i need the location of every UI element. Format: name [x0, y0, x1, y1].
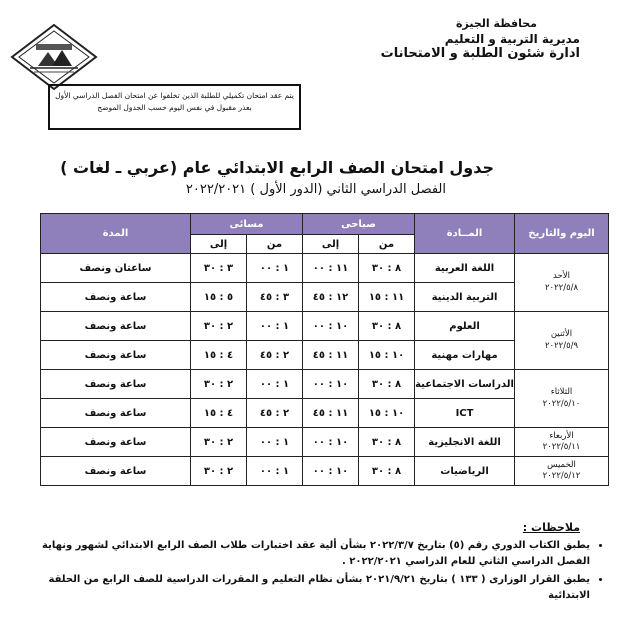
header-morning: صباحى — [303, 214, 415, 235]
giza-governorate-logo — [8, 22, 100, 92]
table-row — [41, 428, 609, 457]
exam-schedule-table — [40, 213, 609, 486]
day-name: الخميس — [547, 459, 576, 470]
morning-to-cell: ١١ : ٤٥ — [303, 399, 359, 428]
day-name: الأربعاء — [549, 430, 574, 441]
subject-cell: الرياضيات — [415, 457, 515, 486]
day-date: ٢٠٢٢/٥/١٢ — [542, 471, 581, 481]
day-cell — [515, 370, 609, 428]
header-evening-from: من — [247, 235, 303, 254]
evening-to-cell: ٤ : ١٥ — [191, 341, 247, 370]
subject-cell: الدراسات الاجتماعية — [415, 370, 515, 399]
table-row — [41, 312, 609, 341]
day-name: الثلاثاء — [550, 387, 573, 398]
subject-cell: ICT — [415, 399, 515, 428]
header-morning-from: من — [359, 235, 415, 254]
table-row — [41, 370, 609, 399]
duration-cell: ساعتان ونصف — [41, 254, 191, 283]
evening-from-cell: ١ : ٠٠ — [247, 312, 303, 341]
day-cell — [515, 428, 609, 457]
duration-cell: ساعة ونصف — [41, 399, 191, 428]
evening-to-cell: ٣ : ٣٠ — [191, 254, 247, 283]
notes-heading: ملاحظات : — [522, 521, 580, 534]
directorate-name: مديرية التربية و التعليم — [444, 32, 580, 46]
notice-box — [48, 84, 301, 130]
evening-from-cell: ١ : ٠٠ — [247, 370, 303, 399]
morning-to-cell: ١١ : ٤٥ — [303, 341, 359, 370]
morning-to-cell: ١٠ : ٠٠ — [303, 457, 359, 486]
subject-cell: مهارات مهنية — [415, 341, 515, 370]
morning-to-cell: ١٠ : ٠٠ — [303, 428, 359, 457]
day-name: الأثنين — [550, 329, 573, 340]
evening-to-cell: ٢ : ٣٠ — [191, 457, 247, 486]
evening-from-cell: ٣ : ٤٥ — [247, 283, 303, 312]
evening-from-cell: ٢ : ٤٥ — [247, 399, 303, 428]
duration-cell: ساعة ونصف — [41, 370, 191, 399]
header-duration: المدة — [41, 214, 191, 254]
duration-cell: ساعة ونصف — [41, 428, 191, 457]
header-subject: المــادة — [415, 214, 515, 254]
table-row — [41, 457, 609, 486]
note-item: • يطبق الكتاب الدوري رقم (٥) بتاريخ ٢٠٢٢/٣/٧ بشأن ألية عقد اختبارات طلاب الصف الرابع الابتدائي لشهور ونهاية الفصل الدراسي الثاني للعام الدراسي ٢٠٢٢/٢٠٢١ . — [36, 538, 590, 569]
day-cell — [515, 457, 609, 486]
evening-to-cell: ٢ : ٣٠ — [191, 312, 247, 341]
evening-from-cell: ٢ : ٤٥ — [247, 341, 303, 370]
morning-to-cell: ١٠ : ٠٠ — [303, 370, 359, 399]
morning-to-cell: ١٢ : ٤٥ — [303, 283, 359, 312]
header-day-date: اليوم والتاريخ — [515, 214, 609, 254]
morning-to-cell: ١١ : ٠٠ — [303, 254, 359, 283]
morning-from-cell: ٨ : ٣٠ — [359, 428, 415, 457]
table-row — [41, 254, 609, 283]
evening-from-cell: ١ : ٠٠ — [247, 457, 303, 486]
morning-from-cell: ٨ : ٣٠ — [359, 457, 415, 486]
subject-cell: اللغة الانجليزية — [415, 428, 515, 457]
morning-from-cell: ١١ : ١٥ — [359, 283, 415, 312]
header-evening: مسائى — [191, 214, 303, 235]
header-morning-to: إلى — [303, 235, 359, 254]
morning-from-cell: ٨ : ٣٠ — [359, 312, 415, 341]
day-date: ٢٠٢٢/٥/١١ — [542, 442, 581, 452]
day-cell — [515, 312, 609, 370]
day-cell — [515, 254, 609, 312]
evening-to-cell: ٤ : ١٥ — [191, 399, 247, 428]
morning-from-cell: ١٠ : ١٥ — [359, 399, 415, 428]
morning-from-cell: ١٠ : ١٥ — [359, 341, 415, 370]
page-title: جدول امتحان الصف الرابع الابتدائي عام (عربي ـ لغات ) — [60, 158, 494, 177]
morning-from-cell: ٨ : ٣٠ — [359, 254, 415, 283]
morning-from-cell: ٨ : ٣٠ — [359, 370, 415, 399]
day-date: ٢٠٢٢/٥/٩ — [544, 340, 579, 351]
evening-from-cell: ١ : ٠٠ — [247, 254, 303, 283]
duration-cell: ساعة ونصف — [41, 283, 191, 312]
duration-cell: ساعة ونصف — [41, 457, 191, 486]
note-item: • يطبق القرار الوزارى ( ١٣٣ ) بتاريخ ٢٠٢١/٩/٢١ بشأن نظام التعليم و المقررات الدراسية للصف الرابع من الحلقة الابتدائية — [36, 572, 590, 603]
governorate-name: محافظة الجيزة — [456, 17, 537, 30]
evening-to-cell: ٢ : ٣٠ — [191, 370, 247, 399]
duration-cell: ساعة ونصف — [41, 312, 191, 341]
day-date: ٢٠٢٢/٥/١٠ — [542, 398, 581, 409]
department-name: ادارة شئون الطلبة و الامتحانات — [380, 46, 580, 61]
day-name: الأحد — [553, 271, 570, 282]
day-date: ٢٠٢٢/٥/٨ — [544, 282, 579, 293]
page-subtitle: الفصل الدراسي الثاني (الدور الأول ) ٢٠٢٢/٢٠٢١ — [185, 182, 446, 197]
header-evening-to: إلى — [191, 235, 247, 254]
evening-from-cell: ١ : ٠٠ — [247, 428, 303, 457]
evening-to-cell: ٥ : ١٥ — [191, 283, 247, 312]
subject-cell: العلوم — [415, 312, 515, 341]
evening-to-cell: ٢ : ٣٠ — [191, 428, 247, 457]
notice-line-1: يتم عقد امتحان تكميلي للطلبة الذين تخلفوا عن امتحان الفصل الدراسي الأول — [55, 91, 294, 100]
subject-cell: اللغة العربية — [415, 254, 515, 283]
morning-to-cell: ١٠ : ٠٠ — [303, 312, 359, 341]
duration-cell: ساعة ونصف — [41, 341, 191, 370]
subject-cell: التربية الدينية — [415, 283, 515, 312]
notice-line-2: بعذر مقبول في نفس اليوم حسب الجدول الموضح — [97, 102, 252, 112]
notes-section — [36, 538, 606, 606]
